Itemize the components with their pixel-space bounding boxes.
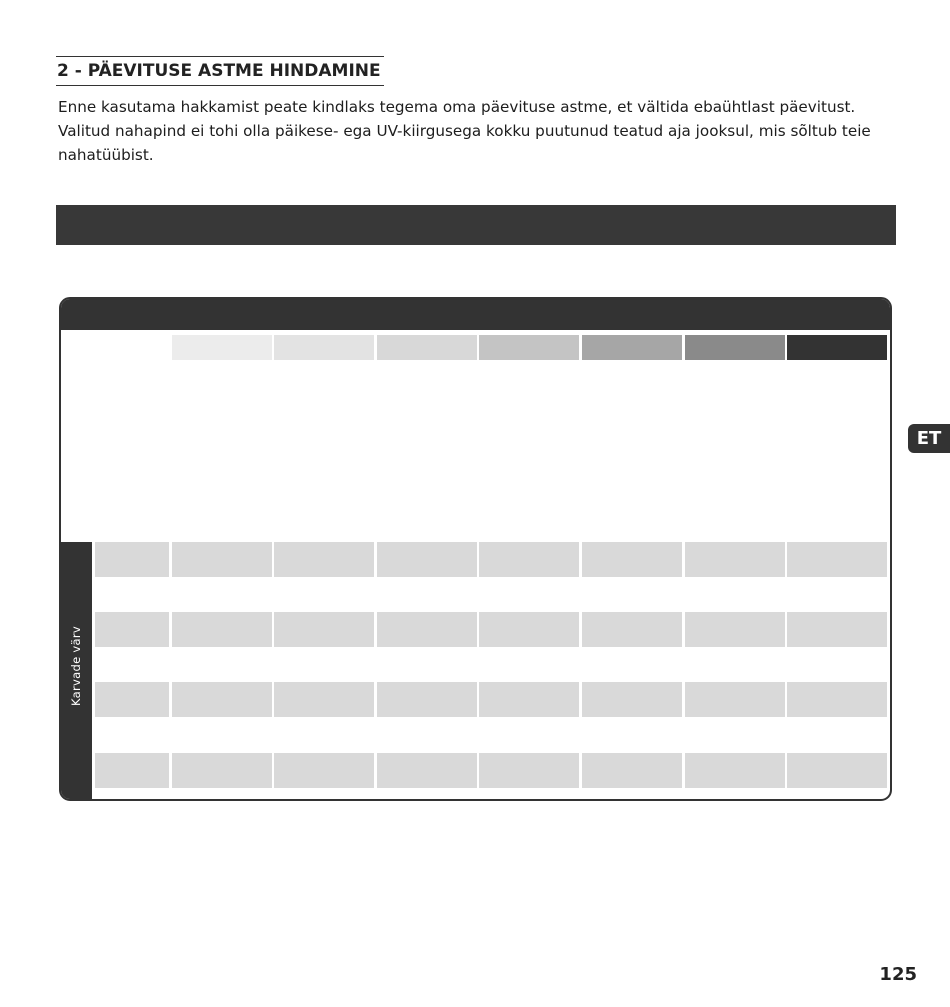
table-cell — [172, 612, 272, 647]
table-cell — [274, 753, 374, 788]
skin-tone-swatch — [274, 335, 374, 360]
table-cell — [582, 612, 682, 647]
table-cell — [787, 612, 887, 647]
table-cell — [479, 753, 579, 788]
hair-color-side-band — [61, 542, 92, 799]
hair-color-row-label-cell — [95, 753, 169, 788]
table-cell — [582, 753, 682, 788]
intro-paragraph — [58, 95, 898, 167]
table-cell — [787, 542, 887, 577]
table-cell — [377, 542, 477, 577]
table-cell — [787, 753, 887, 788]
skin-tone-swatch — [685, 335, 785, 360]
table-cell — [377, 612, 477, 647]
skin-tone-swatch — [479, 335, 579, 360]
table-cell — [582, 682, 682, 717]
table-cell — [377, 753, 477, 788]
intro-line: nahatüübist. — [58, 146, 154, 164]
table-cell — [274, 682, 374, 717]
table-cell — [685, 753, 785, 788]
hair-color-label: Karvade värv — [69, 626, 83, 706]
table-cell — [172, 542, 272, 577]
hair-color-row-label-cell — [95, 612, 169, 647]
table-cell — [172, 682, 272, 717]
table-cell — [377, 682, 477, 717]
hair-color-row-label-cell — [95, 682, 169, 717]
intro-line: Enne kasutama hakkamist peate kindlaks tegema oma päevituse astme, et vältida ebaühtlast päevitust. — [58, 98, 856, 116]
table-cell — [685, 542, 785, 577]
skin-tone-swatch — [377, 335, 477, 360]
skin-tone-swatch — [787, 335, 887, 360]
table-cell — [274, 542, 374, 577]
intro-line: Valitud nahapind ei tohi olla päikese- ega UV-kiirgusega kokku puutunud teatud aja jooksul, mis sõltub teie — [58, 122, 871, 140]
language-tab-et[interactable]: ET — [908, 424, 950, 453]
table-cell — [479, 612, 579, 647]
skin-tone-swatch — [172, 335, 272, 360]
section-heading: 2 - PÄEVITUSE ASTME HINDAMINE — [56, 56, 384, 86]
table-cell — [479, 542, 579, 577]
table-cell — [685, 682, 785, 717]
table-cell — [582, 542, 682, 577]
table-cell — [172, 753, 272, 788]
hair-color-row-label-cell — [95, 542, 169, 577]
page-number: 125 — [879, 964, 917, 985]
section-band — [56, 205, 896, 245]
table-cell — [685, 612, 785, 647]
hair-skin-table — [59, 297, 892, 801]
table-header-bar — [61, 299, 890, 330]
table-cell — [479, 682, 579, 717]
skin-tone-swatch — [582, 335, 682, 360]
table-cell — [274, 612, 374, 647]
table-cell — [787, 682, 887, 717]
